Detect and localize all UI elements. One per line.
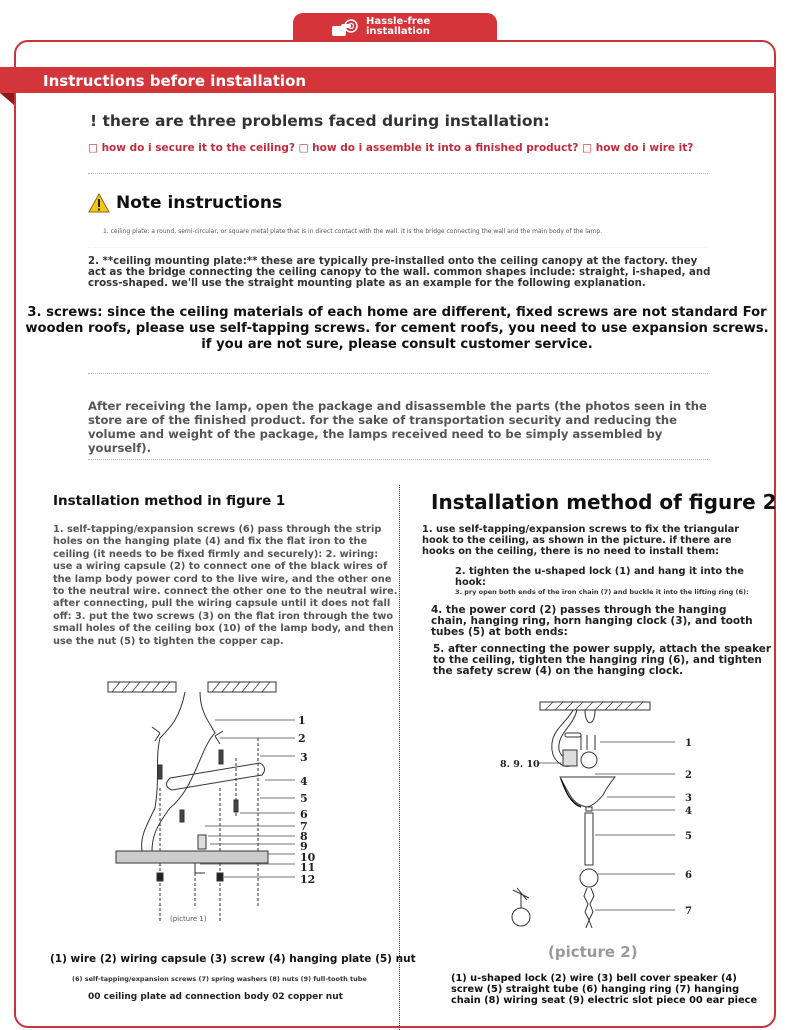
fig1-label-2: 2 bbox=[298, 732, 306, 745]
figure2-step-4: 4. the power cord (2) passes through the hanging chain, hanging ring, horn hanging clock (3), and tooth tubes (5) at both ends: bbox=[431, 604, 753, 638]
fig1-label-1: 1 bbox=[298, 714, 306, 727]
fig2-label-4: 4 bbox=[685, 806, 692, 817]
warning-icon bbox=[88, 193, 110, 213]
figure1-legend-line1: (1) wire (2) wiring capsule (3) screw (4) hanging plate (5) nut bbox=[50, 953, 416, 965]
figure1-title: Installation method in figure 1 bbox=[53, 493, 286, 509]
figure2-caption: (picture 2) bbox=[548, 943, 638, 961]
header-tab-line1: Hassle-free bbox=[366, 16, 431, 27]
banner-title: Instructions before installation bbox=[43, 72, 307, 90]
fig1-label-8: 8 bbox=[300, 830, 308, 843]
fig2-label-2: 2 bbox=[685, 770, 692, 781]
fig1-label-9: 9 bbox=[300, 840, 308, 853]
figure2-diagram bbox=[495, 695, 695, 935]
note-item-1: 1. ceiling plate: a round, semi-circular, or square metal plate that is in direct contact with the wall. it is the bridge connecting the wall and the main body of the lamp. bbox=[103, 228, 603, 235]
figure1-legend-line2: (6) self-tapping/expansion screws (7) spring washers (8) nuts (9) full-tooth tube bbox=[72, 975, 367, 983]
fig1-label-4: 4 bbox=[300, 775, 308, 788]
figure2-step-1: 1. use self-tapping/expansion screws to fix the triangular hook to the ceiling, as shown in the picture. if there are hooks on the ceiling, there is no need to install them: bbox=[422, 524, 740, 557]
figure2-step-3: 3. pry open both ends of the iron chain (7) and buckle it into the lifting ring (6): bbox=[455, 588, 749, 596]
fig1-label-7: 7 bbox=[300, 820, 308, 833]
fig2-side-label: 8. 9. 10 bbox=[500, 759, 540, 770]
problems-list: □ how do i secure it to the ceiling? □ how do i assemble it into a finished product? □ how do i wire it? bbox=[88, 142, 694, 154]
divider bbox=[88, 373, 708, 374]
figure2-title: Installation method of figure 2 bbox=[431, 490, 777, 514]
note-heading bbox=[88, 193, 282, 213]
header-tab-label bbox=[366, 17, 430, 37]
fig1-label-12: 12 bbox=[300, 873, 316, 886]
after-receiving-text: After receiving the lamp, open the package and disassemble the parts (the photos seen in the store are of the finished product. for the sake of transportation security and reducing the volume and weight of the package, the lamps received need to be simply assembled by yourself). bbox=[88, 399, 707, 455]
fig2-label-6: 6 bbox=[685, 870, 692, 881]
note-item-2: 2. **ceiling mounting plate:** these are typically pre-installed onto the ceiling canopy at the factory. they act as the bridge connecting the ceiling canopy to the wall. common shapes include: straight, i-shaped, and cross-shaped. we'll use the straight mounting plate as an example for the following explanation. bbox=[88, 256, 711, 289]
fig2-label-3: 3 bbox=[685, 793, 692, 804]
fig1-label-11: 11 bbox=[300, 861, 316, 874]
column-divider bbox=[399, 485, 400, 1030]
fig1-label-10: 10 bbox=[300, 851, 316, 864]
figure2-step-2: 2. tighten the u-shaped lock (1) and hang it into the hook: bbox=[455, 566, 744, 588]
fig1-label-6: 6 bbox=[300, 808, 308, 821]
note-title: Note instructions bbox=[116, 193, 283, 213]
fig1-label-3: 3 bbox=[300, 751, 308, 764]
figure1-text: 1. self-tapping/expansion screws (6) pass through the strip holes on the hanging plate (4) and fix the flat iron to the ceiling (it needs to be fixed firmly and securely): 2. wiring: use a wiring capsule (2) to connect one of the black wires of the lamp body power cord to the live wire, and the other one to the neutral wire. connect the other one to the neutral wire. after connecting, pull the wiring capsule until it does not fall off: 3. put the two screws (3) on the flat iron through the two small holes of the ceiling box (10) of the lamp body, and then use the nut (5) to tighten the copper cap. bbox=[53, 524, 398, 647]
figure1-legend-line3: 00 ceiling plate ad connection body 02 copper nut bbox=[88, 992, 343, 1002]
divider bbox=[88, 173, 708, 174]
header-tab-line2: installation bbox=[366, 26, 430, 37]
hand-pointer-icon bbox=[331, 18, 361, 38]
fig2-label-7: 7 bbox=[685, 906, 692, 917]
fig2-label-1: 1 bbox=[685, 738, 692, 749]
header-tab bbox=[293, 13, 497, 41]
fig1-label-5: 5 bbox=[300, 792, 308, 805]
fig2-label-5: 5 bbox=[685, 831, 692, 842]
divider bbox=[88, 247, 708, 248]
problems-heading: ! there are three problems faced during installation: bbox=[90, 112, 550, 130]
note-item-3: 3. screws: since the ceiling materials of each home are different, fixed screws are not standard For wooden roofs, please use self-tapping screws. for cement roofs, you need to use expansion screws. if you are not sure, please consult customer service. bbox=[25, 305, 769, 352]
figure1-diagram bbox=[100, 678, 330, 928]
figure2-step-5: 5. after connecting the power supply, attach the speaker to the ceiling, tighten the hanging ring (6), and tighten the safety screw (4) on the hanging clock. bbox=[433, 643, 772, 677]
divider bbox=[88, 459, 708, 460]
figure1-caption: (picture 1) bbox=[170, 915, 207, 923]
banner-fold bbox=[0, 93, 14, 105]
figure2-legend: (1) u-shaped lock (2) wire (3) bell cover speaker (4) screw (5) straight tube (6) hanging ring (7) hanging chain (8) wiring seat (9) electric slot piece 00 ear piece bbox=[451, 973, 758, 1006]
